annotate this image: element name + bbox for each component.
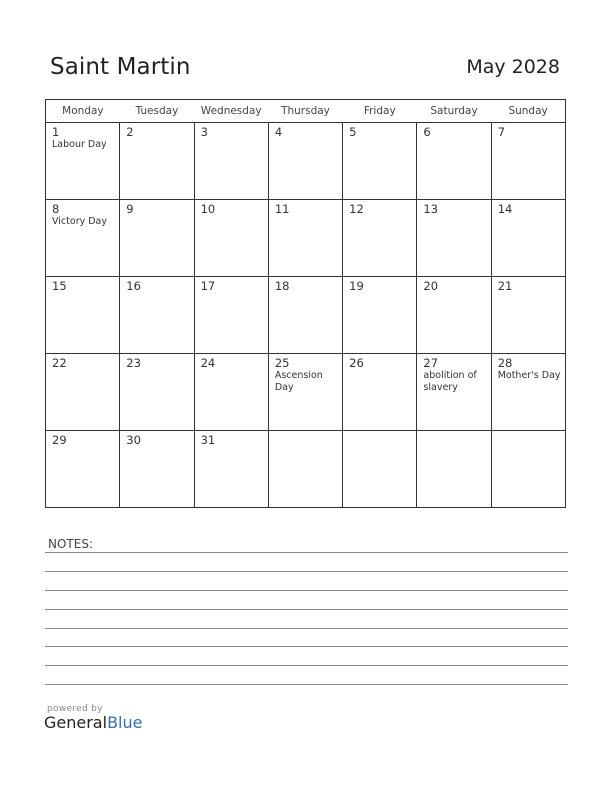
day-cell [343, 200, 417, 277]
day-cell [120, 354, 194, 431]
day-number: 15 [52, 279, 67, 293]
weekday-header: Wednesday [194, 100, 268, 123]
day-cell [194, 277, 268, 354]
day-cell [417, 431, 491, 508]
day-cell [417, 354, 491, 431]
day-cell [120, 431, 194, 508]
day-cell [343, 123, 417, 200]
weekday-header: Saturday [417, 100, 491, 123]
day-cell [491, 200, 565, 277]
day-cell [491, 277, 565, 354]
calendar-body [46, 123, 566, 508]
day-number: 29 [52, 433, 67, 447]
day-number: 6 [423, 125, 431, 139]
note-line [45, 665, 568, 666]
day-number: 30 [126, 433, 141, 447]
weekday-header: Friday [343, 100, 417, 123]
note-line [45, 571, 568, 572]
powered-by-text: powered by [47, 704, 103, 714]
calendar-grid [45, 99, 566, 512]
week-row [46, 431, 566, 508]
day-cell [491, 431, 565, 508]
day-cell [268, 200, 342, 277]
day-cell [46, 123, 120, 200]
day-number: 4 [274, 125, 283, 139]
day-number: 21 [497, 279, 513, 293]
day-cell [194, 431, 268, 508]
day-cell [343, 431, 417, 508]
day-number: 23 [126, 356, 141, 370]
notes-label: NOTES: [48, 537, 93, 551]
day-number: 1 [52, 125, 60, 139]
day-number: 8 [52, 202, 60, 216]
holiday-label: Mother's Day [497, 370, 561, 381]
week-row [46, 277, 566, 354]
weekday-header: Tuesday [120, 100, 194, 123]
day-cell [120, 277, 194, 354]
note-line [45, 552, 568, 553]
day-number: 17 [200, 279, 216, 293]
weekday-header: Monday [46, 100, 120, 123]
day-cell [417, 277, 491, 354]
day-number: 24 [200, 356, 216, 370]
day-cell [417, 123, 491, 200]
brand-general: General [44, 713, 108, 732]
day-number: 22 [52, 356, 67, 370]
page-title: Saint Martin [50, 54, 191, 80]
month-year: May 2028 [466, 56, 560, 78]
note-line [45, 609, 568, 610]
holiday-label: Victory Day [52, 216, 107, 227]
day-cell [343, 354, 417, 431]
note-line [45, 590, 568, 591]
day-number: 3 [200, 125, 208, 139]
day-number: 12 [349, 202, 364, 216]
day-cell [194, 354, 268, 431]
day-number: 7 [497, 125, 506, 139]
day-number: 10 [200, 202, 216, 216]
day-number: 28 [497, 356, 513, 370]
day-number: 16 [126, 279, 141, 293]
day-cell [46, 200, 120, 277]
day-number: 18 [274, 279, 290, 293]
day-cell [46, 431, 120, 508]
day-cell [491, 123, 565, 200]
day-cell [268, 277, 342, 354]
weekday-header: Sunday [491, 100, 565, 123]
day-cell [120, 123, 194, 200]
holiday-label: Labour Day [52, 139, 107, 150]
note-line [45, 628, 568, 629]
day-number: 25 [274, 356, 290, 370]
brand-blue: Blue [107, 713, 143, 732]
weekday-header-row [46, 100, 566, 123]
day-cell [120, 200, 194, 277]
brand-name [44, 713, 142, 732]
day-cell [46, 354, 120, 431]
note-line [45, 684, 568, 685]
day-number: 5 [349, 125, 357, 139]
week-row [46, 123, 566, 200]
week-row [46, 354, 566, 431]
day-number: 27 [423, 356, 439, 370]
day-cell [268, 431, 342, 508]
note-line [45, 646, 568, 647]
day-cell [491, 354, 565, 431]
day-number: 19 [349, 279, 364, 293]
week-row [46, 200, 566, 277]
day-cell [417, 200, 491, 277]
day-cell [268, 123, 342, 200]
brand-logo [44, 704, 142, 732]
day-number: 13 [423, 202, 439, 216]
day-number: 2 [126, 125, 134, 139]
day-number: 9 [126, 202, 134, 216]
day-cell [194, 200, 268, 277]
weekday-header: Thursday [268, 100, 342, 123]
day-number: 11 [274, 202, 290, 216]
calendar-table [45, 99, 566, 508]
day-cell [46, 277, 120, 354]
day-number: 26 [349, 356, 364, 370]
day-cell [194, 123, 268, 200]
day-number: 31 [200, 433, 216, 447]
day-cell [343, 277, 417, 354]
day-cell [268, 354, 342, 431]
holiday-label: abolition of slavery [423, 370, 477, 393]
day-number: 20 [423, 279, 439, 293]
holiday-label: Ascension Day [274, 370, 323, 393]
day-number: 14 [497, 202, 513, 216]
